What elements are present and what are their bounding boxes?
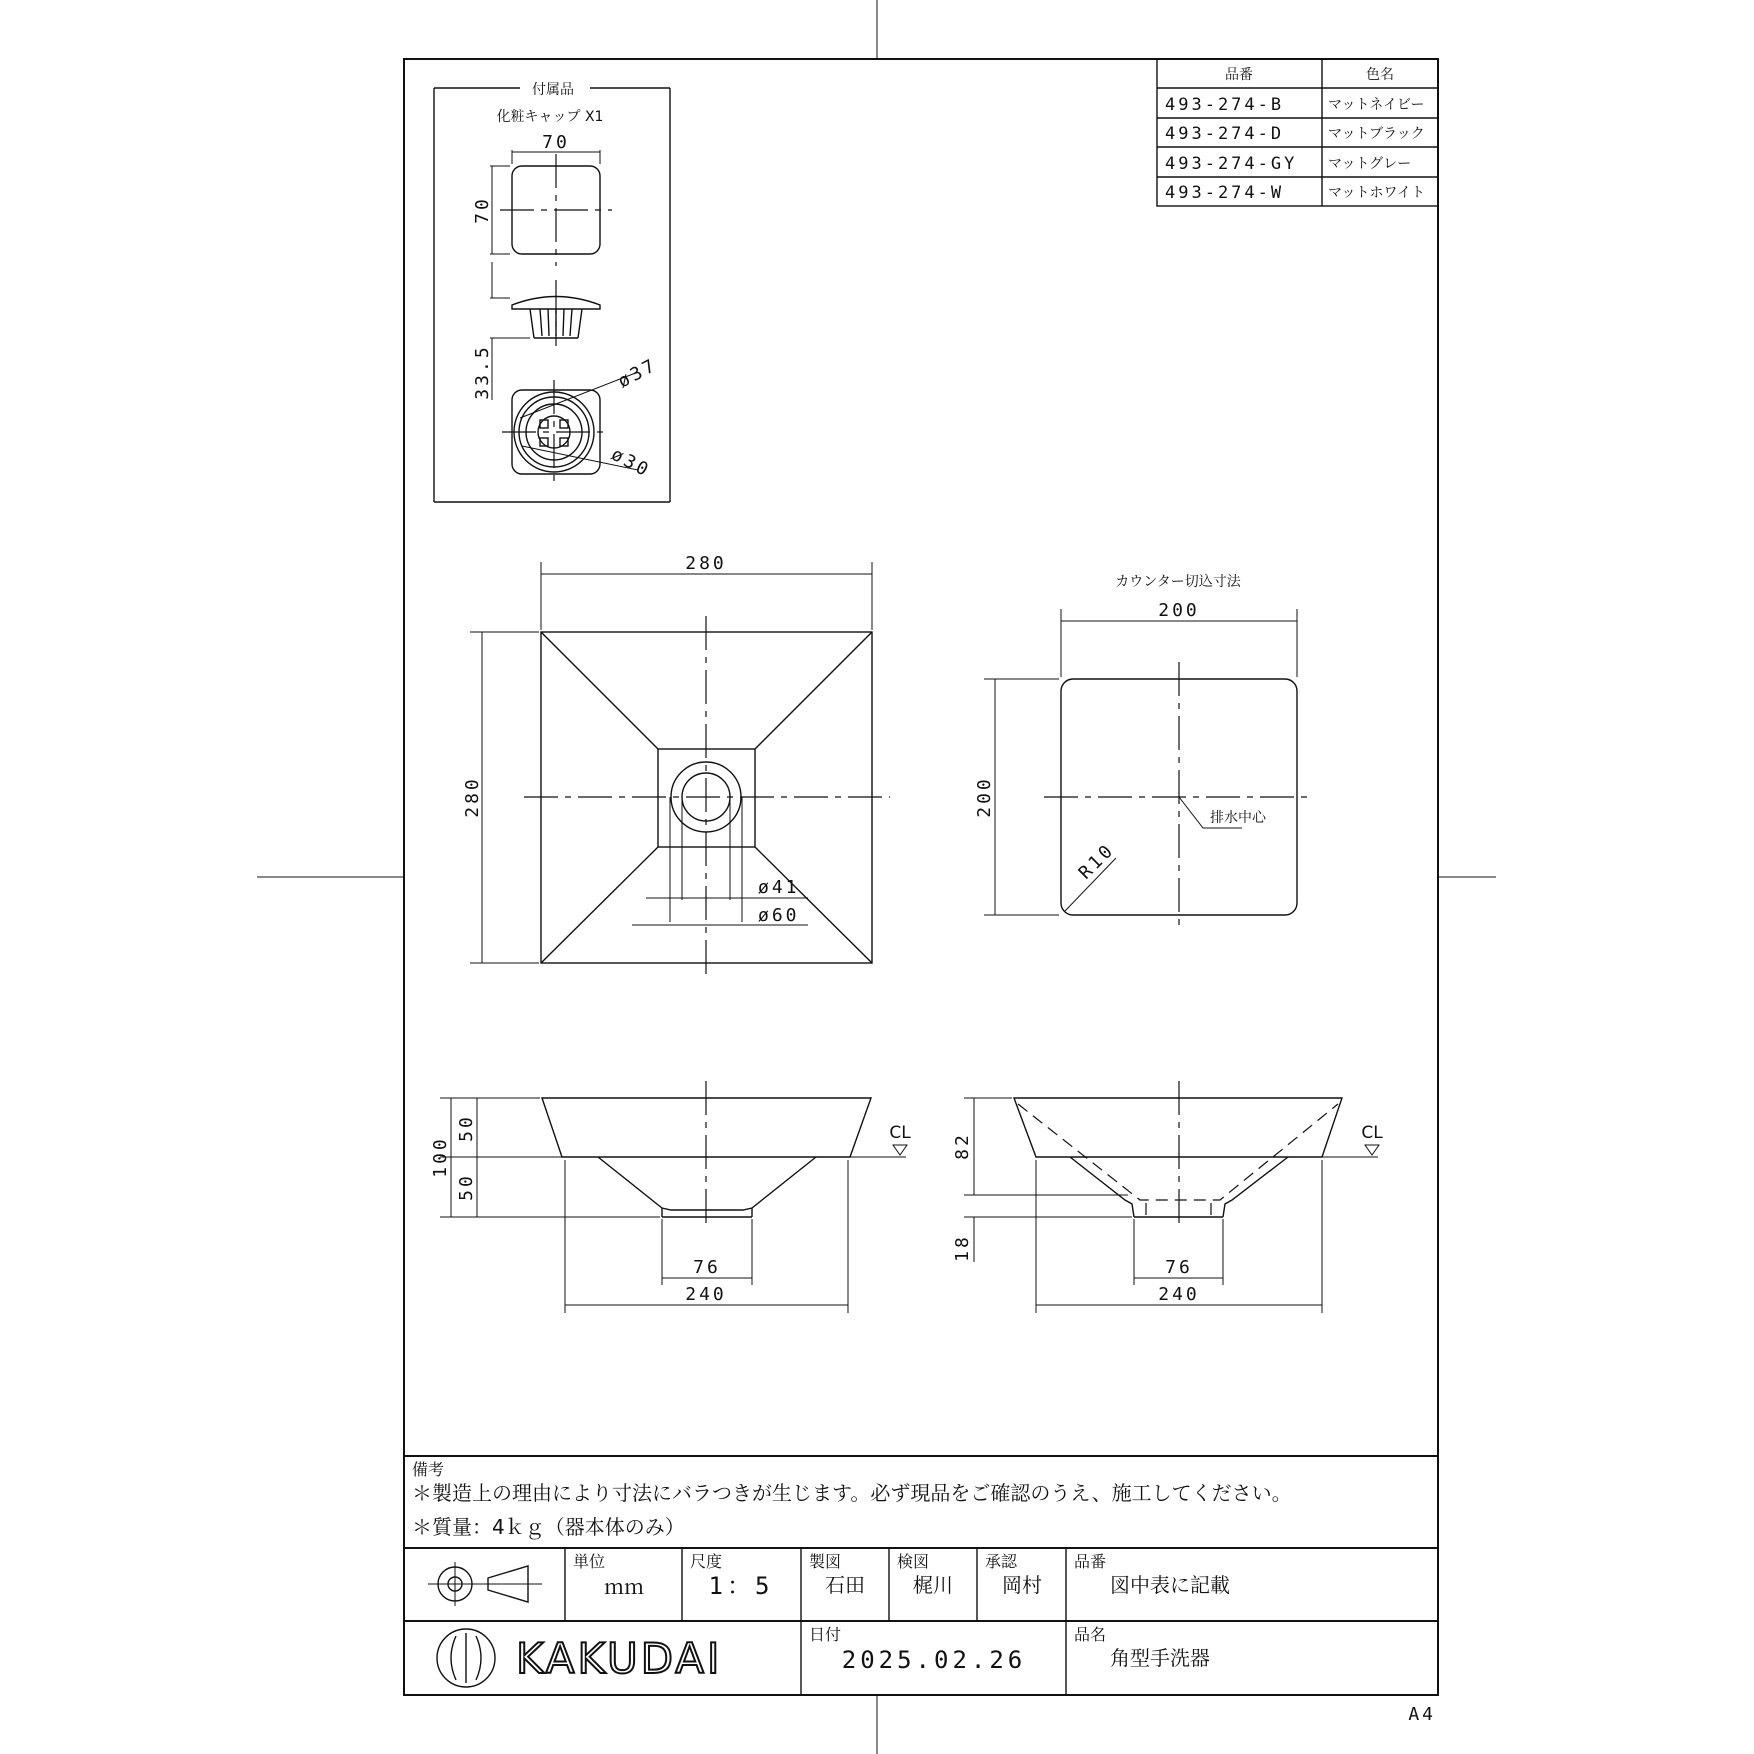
- name-value: 角型手洗器: [1110, 1646, 1210, 1670]
- accessory-dim-width: 70: [542, 132, 570, 153]
- top-dim-height: 280: [462, 776, 483, 818]
- scale-value: 1：5: [708, 1572, 774, 1600]
- approved-value: 岡村: [1002, 1573, 1042, 1597]
- cutout-dim-radius: R10: [1074, 839, 1119, 884]
- accessory-dim-height: 70: [472, 196, 493, 224]
- table-cell-color: マットグレー: [1328, 156, 1412, 172]
- scale-label: 尺度: [690, 1552, 723, 1571]
- side-right-dim-base: 76: [1165, 1257, 1193, 1278]
- kakudai-logo: [437, 1629, 722, 1687]
- top-dim-drain-outer: ø60: [758, 905, 800, 926]
- side-left-dim-lower: 50: [456, 1173, 477, 1201]
- checked-label: 検図: [897, 1552, 930, 1571]
- basin-side-view-left: [430, 1081, 911, 1313]
- date-value: 2025.02.26: [841, 1646, 1027, 1674]
- side-left-dim-total: 100: [430, 1136, 451, 1178]
- accessory-item: 化粧キャップ X1: [496, 109, 604, 125]
- table-cell-number: 493-274-D: [1165, 124, 1285, 144]
- name-label: 品名: [1074, 1625, 1107, 1644]
- top-dim-width: 280: [685, 553, 727, 574]
- drawing-frame: [404, 59, 1438, 1695]
- side-right-dim-lower: 18: [952, 1234, 973, 1262]
- notes-line-1: ＊製造上の理由により寸法にバラつきが生じます。必ず現品をご確認のうえ、施工してください。: [412, 1481, 1292, 1505]
- side-left-cl-label: CL: [889, 1123, 911, 1143]
- projection-symbol: [428, 1562, 542, 1606]
- accessory-dim-outer: ø37: [614, 354, 662, 393]
- side-right-dim-upper: 82: [952, 1132, 973, 1160]
- notes-line-2: ＊質量：4ｋｇ（器本体のみ）: [412, 1515, 685, 1539]
- side-right-dim-bottom: 240: [1158, 1284, 1200, 1305]
- drain-center-label: 排水中心: [1210, 810, 1266, 826]
- checked-value: 梶川: [913, 1573, 953, 1597]
- title-block: [404, 1548, 1438, 1695]
- accessory-dim-depth: 33.5: [472, 344, 493, 400]
- table-cell-color: マットホワイト: [1328, 185, 1426, 201]
- table-cell-color: マットブラック: [1328, 126, 1425, 142]
- side-left-dim-upper: 50: [456, 1114, 477, 1142]
- unit-label: 単位: [573, 1552, 606, 1571]
- approved-label: 承認: [985, 1552, 1018, 1571]
- cutout-dim-height: 200: [974, 776, 995, 818]
- partno-value: 図中表に記載: [1110, 1573, 1230, 1597]
- cutout-dim-width: 200: [1158, 600, 1200, 621]
- partno-label: 品番: [1074, 1552, 1107, 1571]
- accessory-title: 付属品: [532, 82, 574, 98]
- basin-top-view: [462, 553, 890, 980]
- cutout-title: カウンター切込寸法: [1115, 574, 1241, 590]
- parts-table: [1157, 59, 1438, 206]
- table-cell-number: 493-274-B: [1165, 95, 1285, 115]
- accessory-panel: [434, 82, 670, 502]
- basin-side-view-right: [952, 1081, 1383, 1313]
- drawn-value: 石田: [825, 1573, 865, 1597]
- table-header-color: 色名: [1366, 67, 1394, 83]
- table-cell-color: マットネイビー: [1328, 97, 1425, 113]
- brand-name: KAKUDAI: [516, 1634, 723, 1683]
- side-left-dim-bottom: 240: [685, 1284, 727, 1305]
- counter-cutout-view: [974, 573, 1314, 932]
- side-left-dim-base: 76: [693, 1257, 721, 1278]
- unit-value: ｍｍ: [604, 1575, 644, 1599]
- table-cell-number: 493-274-GY: [1165, 154, 1298, 174]
- sheet-size: A4: [1408, 1704, 1436, 1725]
- date-label: 日付: [809, 1625, 842, 1644]
- accessory-dim-inner: ø30: [607, 443, 655, 482]
- table-cell-number: 493-274-W: [1165, 183, 1285, 203]
- top-dim-drain-inner: ø41: [758, 877, 800, 898]
- side-right-cl-label: CL: [1361, 1123, 1383, 1143]
- table-header-number: 品番: [1225, 67, 1253, 83]
- drawn-label: 製図: [809, 1552, 842, 1571]
- notes-section: [404, 1456, 1438, 1540]
- notes-title: 備考: [412, 1460, 445, 1479]
